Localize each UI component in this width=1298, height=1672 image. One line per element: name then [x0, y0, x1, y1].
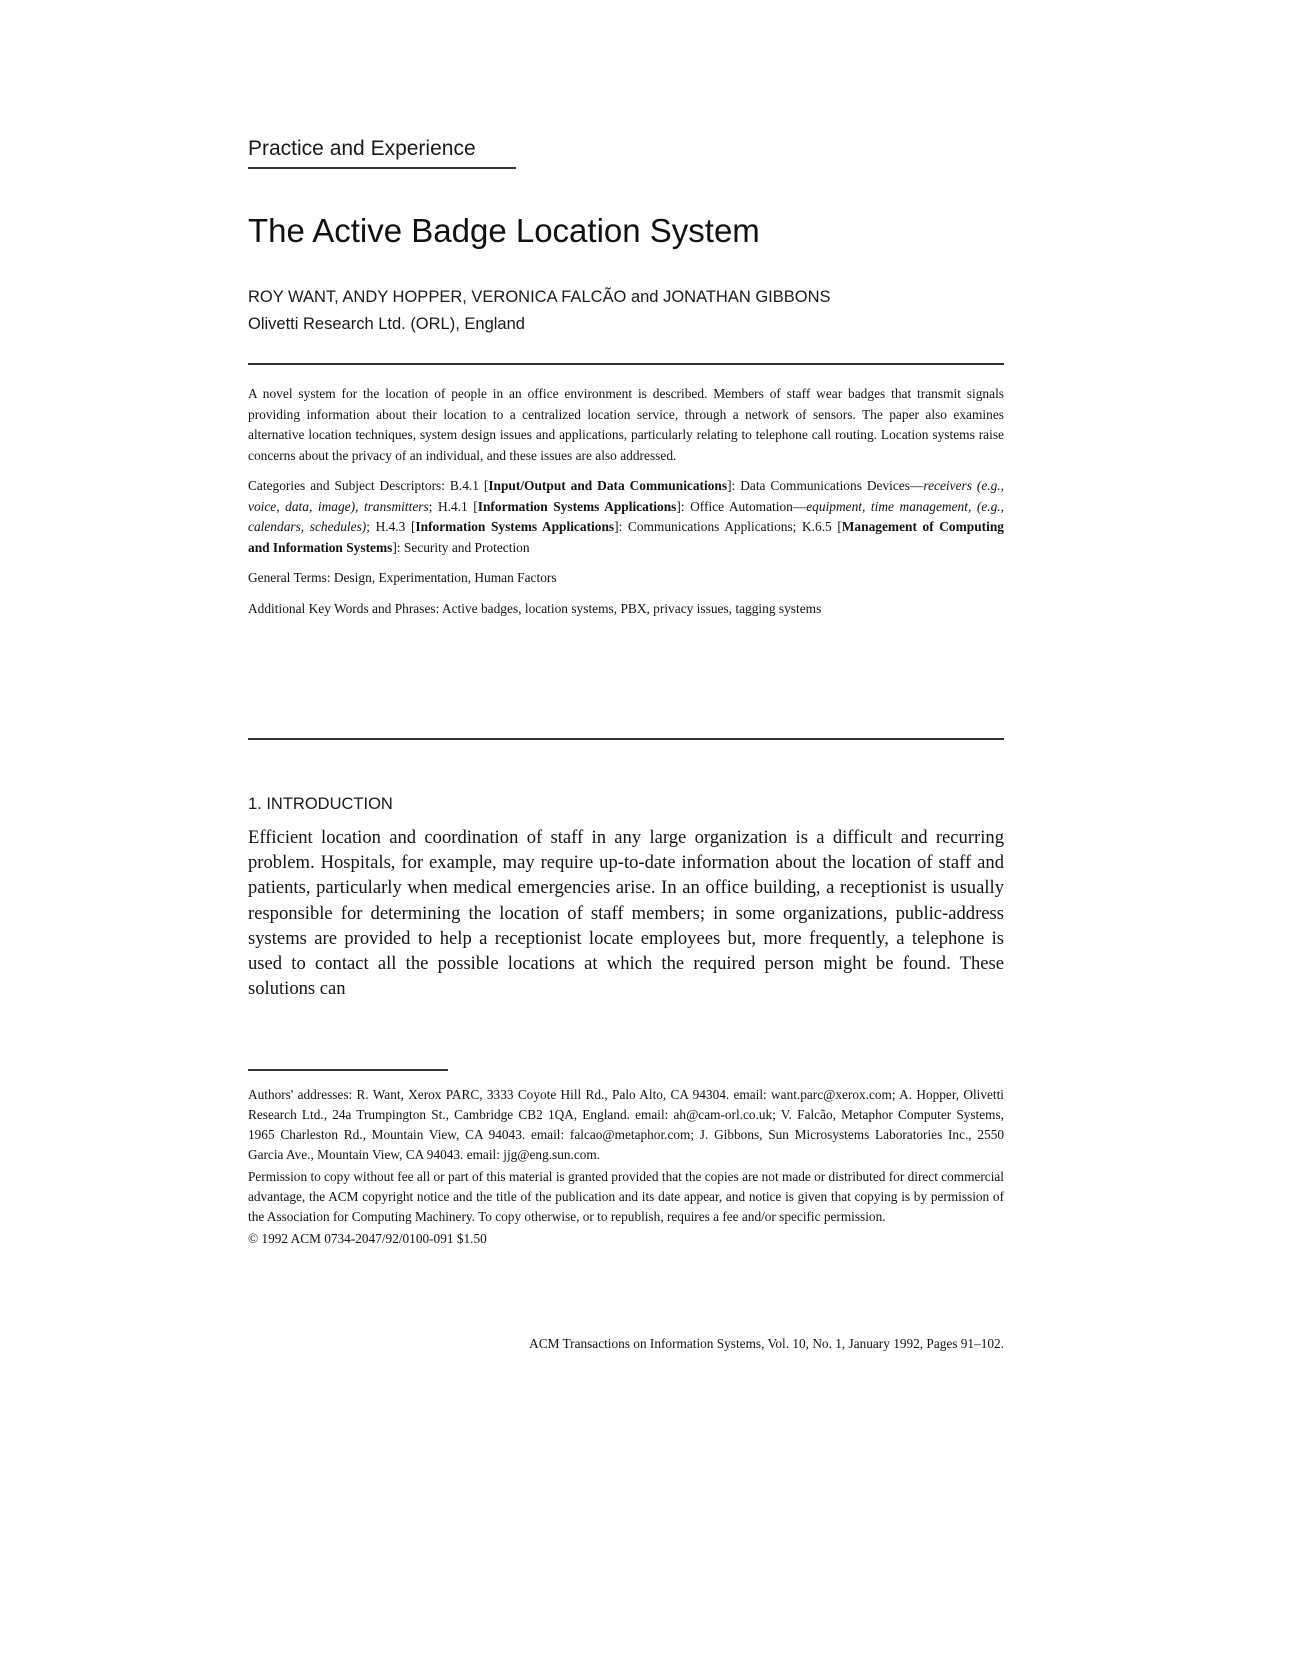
- permission-notice: Permission to copy without fee all or part of this material is granted provided that the copies are not made or distributed for direct commercial advantage, the ACM copyright notice and the title of the publication and its date appear, and notice is given that copying is by permission of the Association for Computing Machinery. To copy otherwise, or to republish, requires a fee and/or specific permission.: [248, 1169, 1004, 1224]
- author-affiliation: Olivetti Research Ltd. (ORL), England: [248, 315, 525, 333]
- categories-part-1: ]: Data Communications Devices—: [727, 478, 924, 493]
- section-label: Practice and Experience: [248, 137, 476, 160]
- categories-part-3: ]: Office Automation—: [676, 498, 807, 514]
- authors-addresses: Authors' addresses: R. Want, Xerox PARC, 3333 Coyote Hill Rd., Palo Alto, CA 94304. email: want.parc@xerox.com; A. Hopper, Olivetti Research Ltd., 24a Trumpington St., Cambridge CB2 1QA, England. email: ah@cam-orl.co.uk; V. Falcão, Metaphor Computer Systems, 1965 Charleston Rd., Mountain View, CA 94043. email: falcao@metaphor.com; J. Gibbons, Sun Microsystems Laboratories Inc., 2550 Garcia Ave., Mountain View, CA 94043. email: jjg@eng.sun.com.: [248, 1087, 1004, 1162]
- categories-lead: Categories and Subject Descriptors: B.4.1 [: [248, 478, 489, 493]
- category-management: Management of Computing and Information Systems: [248, 519, 1004, 555]
- key-words: Additional Key Words and Phrases: Active badges, location systems, PBX, privacy issues, tagging systems: [248, 600, 822, 616]
- paper-page: [248, 0, 1004, 1672]
- footnotes: [248, 1085, 1004, 1251]
- categories-part-5: ]: Communications Applications; K.6.5 [: [614, 519, 842, 534]
- categories-descriptors: [248, 476, 1004, 558]
- categories-part-4: ; H.4.3 [: [366, 519, 416, 534]
- paper-title: The Active Badge Location System: [248, 212, 760, 249]
- categories-part-6: ]: Security and Protection: [392, 539, 530, 555]
- abstract-text: A novel system for the location of people in an office environment is described. Members of staff wear badges that transmit signals providing information about their location to a centralized location service, through a network of sensors. The paper also examines alternative location techniques, system design issues and applications, particularly relating to telephone call routing. Location systems raise concerns about the privacy of an individual, and these issues are also addressed.: [248, 386, 1004, 463]
- copyright-line: © 1992 ACM 0734-2047/92/0100-091 $1.50: [248, 1231, 487, 1246]
- abstract-top-rule: [248, 363, 1004, 365]
- abstract-bottom-rule: [248, 738, 1004, 740]
- section-underline: [248, 167, 516, 169]
- author-list: ROY WANT, ANDY HOPPER, VERONICA FALCÃO and JONATHAN GIBBONS: [248, 288, 831, 306]
- abstract-block: [248, 384, 1004, 629]
- footnote-rule: [248, 1069, 448, 1071]
- category-info-sys-1: Information Systems Applications: [477, 498, 677, 514]
- category-io-comm: Input/Output and Data Communications: [488, 478, 728, 493]
- general-terms: General Terms: Design, Experimentation, Human Factors: [248, 570, 557, 585]
- categories-italic-1: receivers (e.g., voice, data, image), transmitters: [248, 478, 1004, 514]
- categories-part-2: ; H.4.1 [: [428, 498, 478, 514]
- category-info-sys-2: Information Systems Applications: [415, 519, 615, 534]
- introduction-body: Efficient location and coordination of staff in any large organization is a difficult and recurring problem. Hospitals, for example, may require up-to-date information about the location of staff and patients, particularly when medical emergencies arise. In an office building, a receptionist is usually responsible for determining the location of staff members; in some organizations, public-address systems are provided to help a receptionist locate employees but, more frequently, a telephone is used to contact all the possible locations at which the required person might be found. These solutions can: [248, 827, 1004, 1000]
- introduction-heading: 1. INTRODUCTION: [248, 795, 393, 813]
- categories-italic-2: equipment, time management, (e.g., calendars, schedules): [248, 498, 1005, 534]
- journal-citation: ACM Transactions on Information Systems, Vol. 10, No. 1, January 1992, Pages 91–102.: [529, 1336, 1004, 1351]
